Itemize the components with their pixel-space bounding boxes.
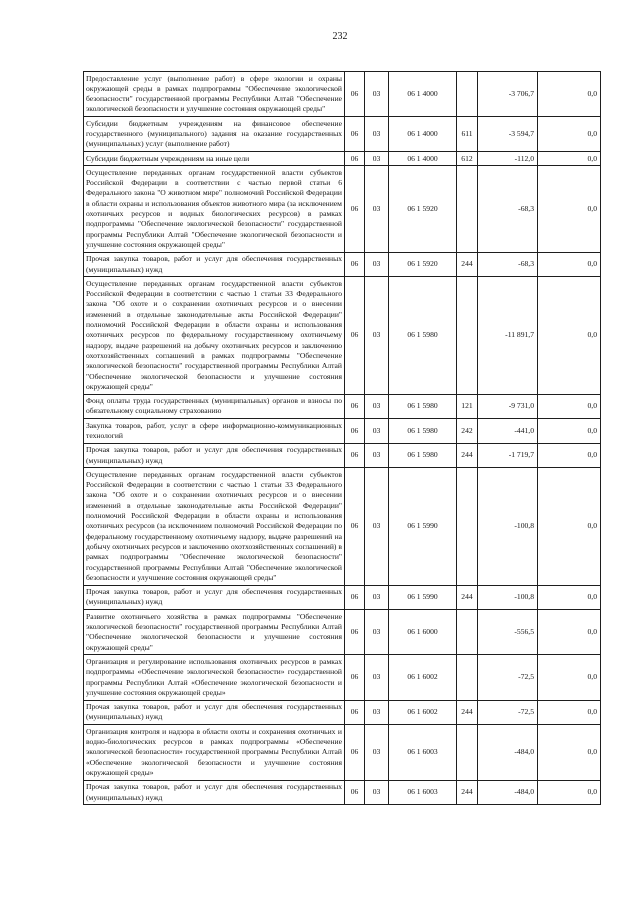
row-amount: -3 594,7 [478,117,538,152]
row-subsection: 03 [365,780,389,805]
row-amount: -72,5 [478,655,538,700]
row-target-article: 06 1 6002 [389,655,457,700]
row-description: Прочая закупка товаров, работ и услуг для обеспечения государственных (муниципальных) нужд [84,780,345,805]
row-expense-type [457,166,478,252]
row-target-article: 06 1 4000 [389,117,457,152]
table-row [84,419,601,444]
row-description: Закупка товаров, работ, услуг в сфере информационно-коммуникационных технологий [84,419,345,444]
row-amount: -11 891,7 [478,277,538,394]
row-target-article: 06 1 5980 [389,443,457,468]
row-amount-2: 0,0 [538,252,601,277]
page-number: 232 [332,31,348,42]
row-description: Прочая закупка товаров, работ и услуг для обеспечения государственных (муниципальных) нужд [84,443,345,468]
row-amount: -1 719,7 [478,443,538,468]
row-amount: -484,0 [478,725,538,780]
row-amount: -556,5 [478,610,538,655]
row-subsection: 03 [365,166,389,252]
row-subsection: 03 [365,152,389,166]
row-amount-2: 0,0 [538,72,601,117]
table-row [84,780,601,805]
row-amount-2: 0,0 [538,468,601,585]
row-expense-type: 244 [457,252,478,277]
row-section: 06 [345,166,365,252]
table-row [84,277,601,394]
budget-table [83,71,601,805]
row-section: 06 [345,610,365,655]
row-subsection: 03 [365,277,389,394]
row-expense-type: 612 [457,152,478,166]
row-description: Организация контроля и надзора в области охоты и сохранения охотничьих и водно-биологических ресурсов в рамках подпрограммы «Обеспечение экологической безопасности» государственной программы Республики Алтай «Обеспечение экологической безопасности и улучшение состояния окружающей среды» [84,725,345,780]
row-target-article: 06 1 5980 [389,419,457,444]
row-amount-2: 0,0 [538,419,601,444]
row-target-article: 06 1 5920 [389,252,457,277]
row-expense-type: 242 [457,419,478,444]
table-row [84,166,601,252]
row-amount-2: 0,0 [538,443,601,468]
row-amount-2: 0,0 [538,700,601,725]
row-amount-2: 0,0 [538,277,601,394]
row-expense-type [457,610,478,655]
row-section: 06 [345,394,365,419]
row-section: 06 [345,780,365,805]
row-amount: -3 706,7 [478,72,538,117]
row-target-article: 06 1 4000 [389,72,457,117]
row-amount: -72,5 [478,700,538,725]
row-section: 06 [345,252,365,277]
row-target-article: 06 1 5920 [389,166,457,252]
row-expense-type [457,655,478,700]
row-expense-type [457,725,478,780]
row-section: 06 [345,152,365,166]
row-target-article: 06 1 6000 [389,610,457,655]
row-subsection: 03 [365,419,389,444]
row-amount-2: 0,0 [538,610,601,655]
table-row [84,252,601,277]
row-description: Прочая закупка товаров, работ и услуг для обеспечения государственных (муниципальных) нужд [84,252,345,277]
row-expense-type: 611 [457,117,478,152]
row-description: Прочая закупка товаров, работ и услуг для обеспечения государственных (муниципальных) нужд [84,700,345,725]
table-row [84,72,601,117]
row-section: 06 [345,277,365,394]
row-section: 06 [345,443,365,468]
row-amount: -441,0 [478,419,538,444]
row-section: 06 [345,655,365,700]
row-expense-type: 244 [457,443,478,468]
row-section: 06 [345,725,365,780]
row-expense-type: 244 [457,700,478,725]
row-target-article: 06 1 5990 [389,468,457,585]
row-target-article: 06 1 5980 [389,277,457,394]
row-description: Осуществление переданных органам государственной власти субъектов Российской Федерации в соответствии с частью первой статьи 6 Федерального закона "О животном мире" полномочий Российской Федерации в области охраны и использования объектов животного мира (за исключением охотничьих ресурсов и водных биологических ресурсов) в рамках подпрограммы "Обеспечение экологической безопасности" государственной программы Республики Алтай "Обеспечение экологической безопасности и улучшение состояния окружающей среды" [84,166,345,252]
row-subsection: 03 [365,725,389,780]
row-expense-type [457,468,478,585]
row-amount-2: 0,0 [538,394,601,419]
row-amount: -68,3 [478,166,538,252]
row-description: Прочая закупка товаров, работ и услуг для обеспечения государственных (муниципальных) нужд [84,585,345,610]
row-section: 06 [345,468,365,585]
row-description: Предоставление услуг (выполнение работ) в сфере экологии и охраны окружающей среды в рамках подпрограммы "Обеспечение экологической безопасности" государственной программы Республики Алтай "Обеспечение экологической безопасности и улучшение состояния окружающей среды" [84,72,345,117]
table-row [84,117,601,152]
row-amount-2: 0,0 [538,655,601,700]
row-section: 06 [345,419,365,444]
row-target-article: 06 1 5980 [389,394,457,419]
row-subsection: 03 [365,655,389,700]
row-section: 06 [345,117,365,152]
table-row [84,443,601,468]
row-expense-type [457,72,478,117]
table-row [84,152,601,166]
row-expense-type [457,277,478,394]
row-subsection: 03 [365,443,389,468]
table-row [84,585,601,610]
row-amount: -68,3 [478,252,538,277]
row-amount-2: 0,0 [538,725,601,780]
row-description: Осуществление переданных органам государственной власти субъектов Российской Федерации в соответствии с частью 1 статьи 33 Федерального закона "Об охоте и о сохранении охотничьих ресурсов и о внесении изменений в отдельные законодательные акты Российской Федерации" полномочий Российской Федерации в области охраны и использования охотничьих ресурсов по федеральному государственному охотничьему надзору, выдаче разрешений на добычу охотничьих ресурсов и заключению охотхозяйственных соглашений в рамках подпрограммы "Обеспечение экологической безопасности" государственной программы Республики Алтай "Обеспечение экологической безопасности и улучшение состояния окружающей среды" [84,277,345,394]
row-target-article: 06 1 5990 [389,585,457,610]
row-amount: -484,0 [478,780,538,805]
table-row [84,468,601,585]
table-row [84,700,601,725]
row-subsection: 03 [365,468,389,585]
row-amount-2: 0,0 [538,166,601,252]
row-description: Субсидии бюджетным учреждениям на финансовое обеспечение государственного (муниципального) задания на оказание государственных (муниципальных) услуг (выполнение работ) [84,117,345,152]
row-subsection: 03 [365,610,389,655]
table-row [84,725,601,780]
row-target-article: 06 1 6003 [389,780,457,805]
row-subsection: 03 [365,72,389,117]
row-section: 06 [345,700,365,725]
row-subsection: 03 [365,585,389,610]
row-amount: -100,8 [478,585,538,610]
row-section: 06 [345,585,365,610]
budget-table-body [84,72,601,805]
row-expense-type: 244 [457,780,478,805]
row-description: Осуществление переданных органам государственной власти субъектов Российской Федерации в соответствии с частью 1 статьи 33 Федерального закона "Об охоте и о сохранении охотничьих ресурсов и о внесении изменений в отдельные законодательные акты Российской Федерации" полномочий Российской Федерации в области охраны и использования охотничьих ресурсов (за исключением полномочий Российской Федерации по федеральному государственному охотничьему надзору, выдаче разрешений на добычу охотничьих ресурсов и заключению охотхозяйственных соглашений) в рамках подпрограммы "Обеспечение экологической безопасности" государственной программы Республики Алтай "Обеспечение экологической безопасности и улучшение состояния окружающей среды" [84,468,345,585]
row-expense-type: 121 [457,394,478,419]
row-target-article: 06 1 4000 [389,152,457,166]
row-description: Субсидии бюджетным учреждениям на иные цели [84,152,345,166]
row-description: Организация и регулирование использования охотничьих ресурсов в рамках подпрограммы «Обеспечение экологической безопасности» государственной программы Республики Алтай «Обеспечение экологической безопасности и улучшение состояния окружающей среды» [84,655,345,700]
row-target-article: 06 1 6002 [389,700,457,725]
row-amount-2: 0,0 [538,152,601,166]
row-target-article: 06 1 6003 [389,725,457,780]
row-description: Развитие охотничьего хозяйства в рамках подпрограммы "Обеспечение экологической безопасности" государственной программы Республики Алтай "Обеспечение экологической безопасности и улучшение состояния окружающей среды" [84,610,345,655]
table-row [84,394,601,419]
row-amount-2: 0,0 [538,780,601,805]
row-subsection: 03 [365,700,389,725]
row-subsection: 03 [365,252,389,277]
row-amount: -100,8 [478,468,538,585]
row-subsection: 03 [365,394,389,419]
row-amount: -9 731,0 [478,394,538,419]
row-section: 06 [345,72,365,117]
row-amount-2: 0,0 [538,585,601,610]
row-description: Фонд оплаты труда государственных (муниципальных) органов и взносы по обязательному социальному страхованию [84,394,345,419]
row-expense-type: 244 [457,585,478,610]
table-row [84,655,601,700]
row-amount: -112,0 [478,152,538,166]
row-amount-2: 0,0 [538,117,601,152]
row-subsection: 03 [365,117,389,152]
table-row [84,610,601,655]
